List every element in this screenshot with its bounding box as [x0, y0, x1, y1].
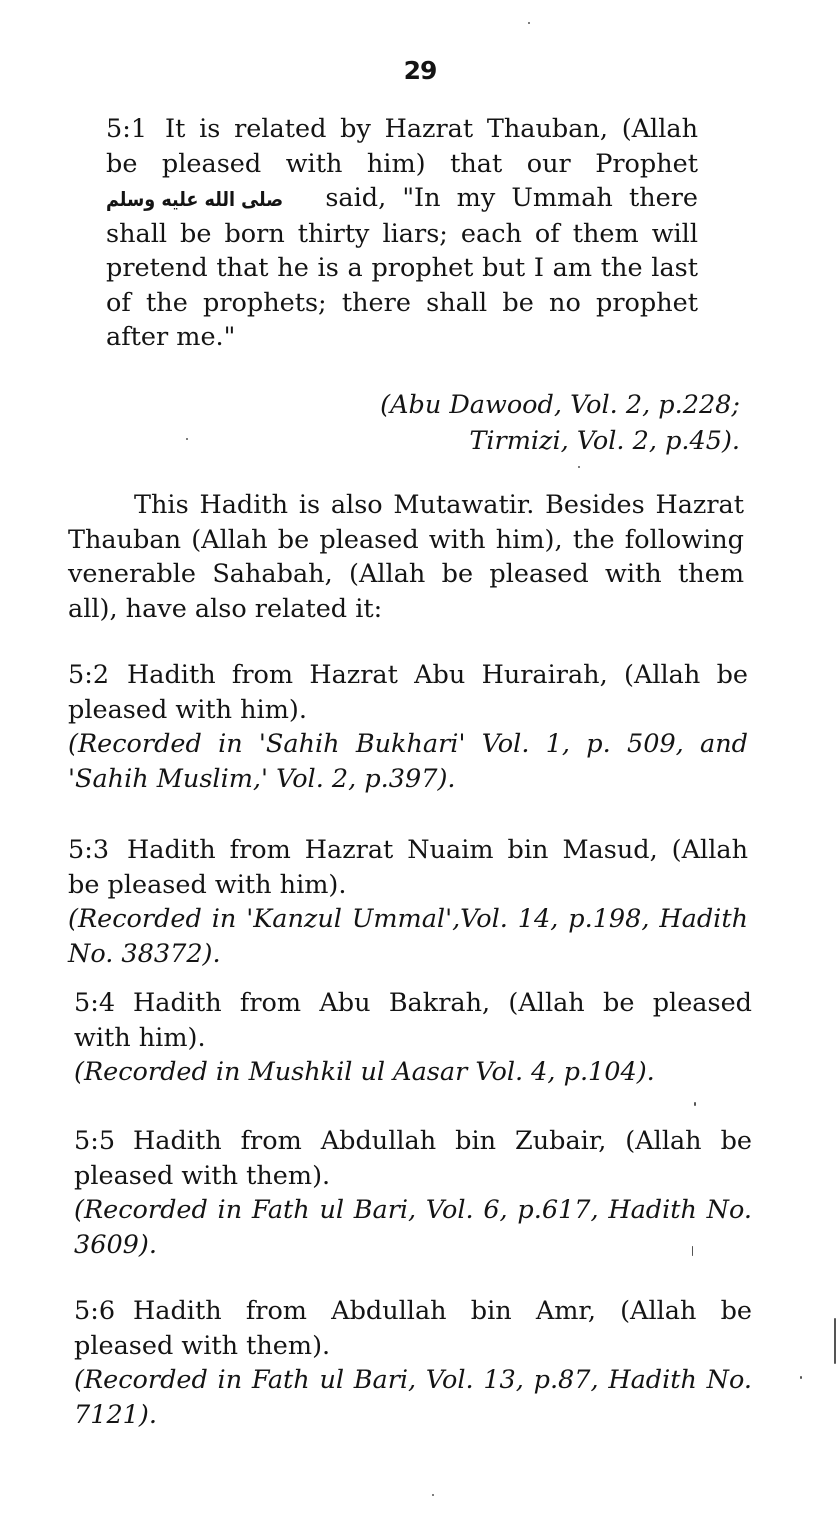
hadith-5-1: [106, 112, 698, 355]
scan-speck: [432, 1494, 434, 1496]
scan-speck: [692, 1246, 693, 1256]
hadith-5-1-text: [106, 112, 698, 355]
hadith-5-1-reference: [380, 387, 740, 459]
hadith-entry: [68, 658, 748, 796]
scan-speck: [578, 466, 580, 468]
reference-line-1: (Abu Dawood, Vol. 2, p.228;: [380, 390, 740, 420]
hadith-entry: [74, 1124, 752, 1262]
scan-speck: [800, 1376, 802, 1379]
entry-citation: (Recorded in Fath ul Bari, Vol. 13, p.87, Hadith No. 7121).: [74, 1365, 752, 1430]
entry-number: 5:4: [74, 988, 116, 1018]
hadith-entry: [68, 833, 748, 971]
scan-speck: [694, 1102, 696, 1106]
hadith-entry: [74, 986, 752, 1090]
scan-speck: [834, 1318, 836, 1364]
scan-speck: [186, 438, 188, 440]
entry-number: 5:6: [74, 1296, 116, 1326]
arabic-salutation: صلى الله عليه وسلم: [106, 187, 284, 211]
entry-text: Hadith from Abdullah bin Amr, (Allah be pleased with them).: [74, 1296, 752, 1361]
entry-text: Hadith from Abu Bakrah, (Allah be pleased with him).: [74, 988, 752, 1053]
hadith-entry: [74, 1294, 752, 1432]
entry-citation: (Recorded in Mushkil ul Aasar Vol. 4, p.104).: [74, 1057, 655, 1087]
entry-number: 5:3: [68, 835, 110, 865]
reference-line-2: Tirmizi, Vol. 2, p.45).: [469, 426, 740, 456]
page-number: 29: [403, 56, 437, 85]
hadith-text-before: It is related by Hazrat Thauban, (Allah be pleased with him) that our Prophet: [106, 114, 698, 179]
entry-citation: (Recorded in 'Kanzul Ummal',Vol. 14, p.198, Hadith No. 38372).: [68, 904, 748, 969]
entry-text: Hadith from Hazrat Nuaim bin Masud, (Allah be pleased with him).: [68, 835, 748, 900]
hadith-text-after: said, "In my Ummah there shall be born thirty liars; each of them will pretend that he is a prophet but I am the last of the prophets; there shall be no prophet after me.": [106, 183, 698, 352]
paragraph-text: This Hadith is also Mutawatir. Besides Hazrat Thauban (Allah be pleased with him), the following venerable Sahabah, (Allah be pleased with them all), have also related it:: [68, 490, 744, 624]
mutawatir-paragraph: [68, 488, 744, 626]
entry-number: 5:2: [68, 660, 110, 690]
entry-citation: (Recorded in Fath ul Bari, Vol. 6, p.617, Hadith No. 3609).: [74, 1195, 752, 1260]
scan-speck: [528, 22, 530, 24]
hadith-number: 5:1: [106, 114, 148, 144]
entry-text: Hadith from Hazrat Abu Hurairah, (Allah be pleased with him).: [68, 660, 748, 725]
entry-text: Hadith from Abdullah bin Zubair, (Allah be pleased with them).: [74, 1126, 752, 1191]
entry-citation: (Recorded in 'Sahih Bukhari' Vol. 1, p. 509, and 'Sahih Muslim,' Vol. 2, p.397).: [68, 729, 748, 794]
entry-number: 5:5: [74, 1126, 116, 1156]
